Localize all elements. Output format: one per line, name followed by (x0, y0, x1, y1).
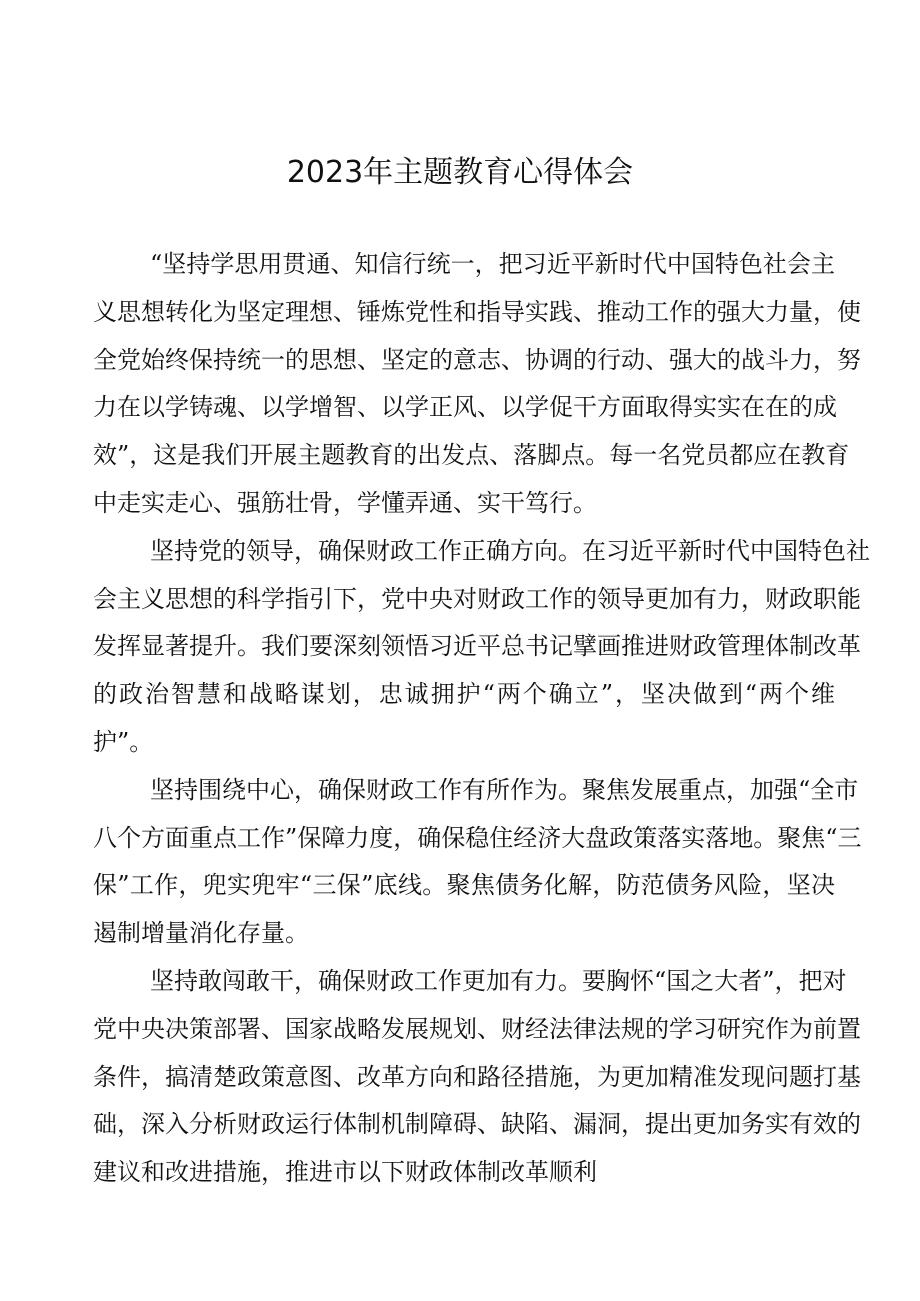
text-line: 中走实走心、强筋壮骨，学懂弄通、实干笃行。 (93, 488, 597, 517)
document-title: 2023年主题教育心得体会 (286, 155, 634, 190)
text-line: 保”工作，兜实兜牢“三保”底线。聚焦债务化解，防范债务风险，坚决 (93, 871, 835, 900)
text-line: 发挥显著提升。我们要深刻领悟习近平总书记擘画推进财政管理体制改革 (93, 632, 861, 661)
text-line: “坚持学思用贯通、知信行统一，把习近平新时代中国特色社会主 (150, 250, 835, 278)
text-line: 全党始终保持统一的思想、坚定的意志、协调的行动、强大的战斗力，努 (93, 345, 861, 374)
text-line: 义思想转化为坚定理想、锤炼党性和指导实践、推动工作的强大力量，使 (93, 297, 861, 326)
paragraph (93, 958, 861, 1197)
text-line: 础，深入分析财政运行体制机制障碍、缺陷、漏洞，提出更加务实有效的 (93, 1110, 861, 1139)
text-line: 党中央决策部署、国家战略发展规划、财经法律法规的学习研究作为前置 (93, 1014, 861, 1043)
paragraph (93, 528, 870, 767)
document-body (93, 241, 870, 1197)
text-line: 条件，搞清楚政策意图、改革方向和路径措施，为更加精准发现问题打基 (93, 1062, 861, 1091)
text-line: 坚持敢闯敢干，确保财政工作更加有力。要胸怀“国之大者”，把对 (150, 966, 847, 995)
text-line: 效”，这是我们开展主题教育的出发点、落脚点。每一名党员都应在教育 (93, 441, 850, 470)
text-line: 会主义思想的科学指引下，党中央对财政工作的领导更加有力，财政职能 (93, 584, 861, 613)
text-line: 建议和改进措施，推进市以下财政体制改革顺利 (93, 1158, 597, 1187)
text-line: 力在以学铸魂、以学增智、以学正风、以学促干方面取得实实在在的成 (93, 393, 837, 422)
paragraph (93, 767, 862, 958)
text-line: 的政治智慧和战略谋划，忠诚拥护“两个确立”，坚决做到“两个维 (93, 680, 835, 709)
text-line: 护”。 (93, 727, 154, 756)
text-line: 遏制增量消化存量。 (93, 919, 309, 948)
text-line: 坚持围绕中心，确保财政工作有所作为。聚焦发展重点，加强“全市 (150, 775, 859, 804)
text-line: 坚持党的领导，确保财政工作正确方向。在习近平新时代中国特色社 (150, 536, 870, 565)
paragraph (93, 241, 861, 528)
text-line: 八个方面重点工作”保障力度，确保稳住经济大盘政策落实落地。聚焦“三 (93, 823, 862, 852)
